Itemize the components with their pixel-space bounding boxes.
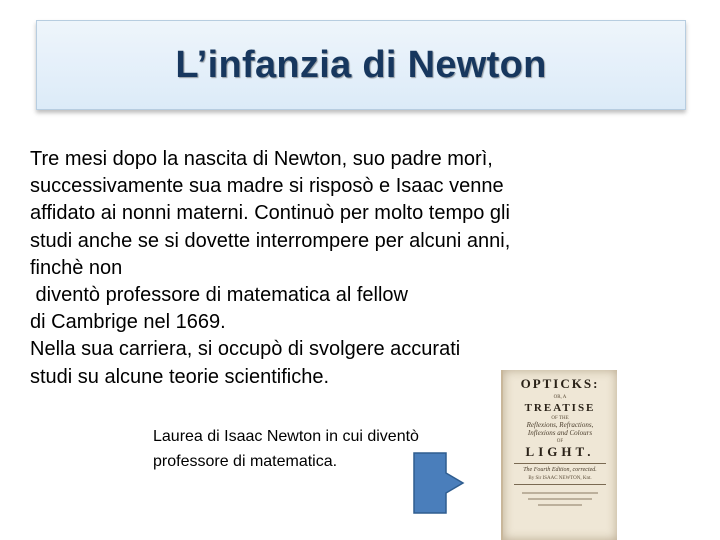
- body-line: studi anche se si dovette interrompere per alcuni anni,: [30, 229, 511, 252]
- book-imprint-lines: [510, 488, 610, 512]
- body-text: [30, 146, 670, 391]
- caption-line: professore di matematica.: [153, 453, 338, 470]
- book-line: OR, A: [553, 395, 567, 400]
- title-box: [36, 20, 686, 110]
- book-line: Inflexions and Colours: [527, 429, 593, 437]
- book-line: OF: [556, 439, 564, 444]
- book-line: TREATISE: [524, 402, 596, 414]
- book-line: OF THE: [551, 416, 569, 421]
- book-divider: [514, 484, 605, 485]
- caption-line: Laurea di Isaac Newton in cui diventò: [153, 428, 419, 445]
- book-line: The Fourth Edition, corrected.: [523, 467, 597, 473]
- book-line: Reflexions, Refractions,: [526, 421, 594, 429]
- book-cover-image: [501, 370, 617, 540]
- body-line: successivamente sua madre si risposò e Isaac venne: [30, 175, 504, 198]
- body-line: finchè non: [30, 256, 123, 279]
- book-line: LIGHT.: [525, 444, 595, 459]
- body-line: studi su alcune teorie scientifiche.: [30, 365, 330, 388]
- book-title: OPTICKS:: [520, 376, 600, 391]
- right-arrow-icon: [413, 452, 465, 514]
- book-line: By Sir ISAAC NEWTON, Knt.: [528, 476, 592, 481]
- book-divider: [514, 463, 605, 464]
- body-line: Nella sua carriera, si occupò di svolgere accurati: [30, 338, 461, 361]
- body-line: di Cambrige nel 1669.: [30, 311, 226, 334]
- body-line: Tre mesi dopo la nascita di Newton, suo padre morì,: [30, 148, 493, 170]
- slide-title: L’infanzia di Newton: [175, 43, 547, 86]
- body-line: affidato ai nonni materni. Continuò per molto tempo gli: [30, 202, 510, 225]
- body-line: diventò professore di matematica al fellow: [30, 284, 408, 307]
- arrow-shape: [414, 453, 463, 513]
